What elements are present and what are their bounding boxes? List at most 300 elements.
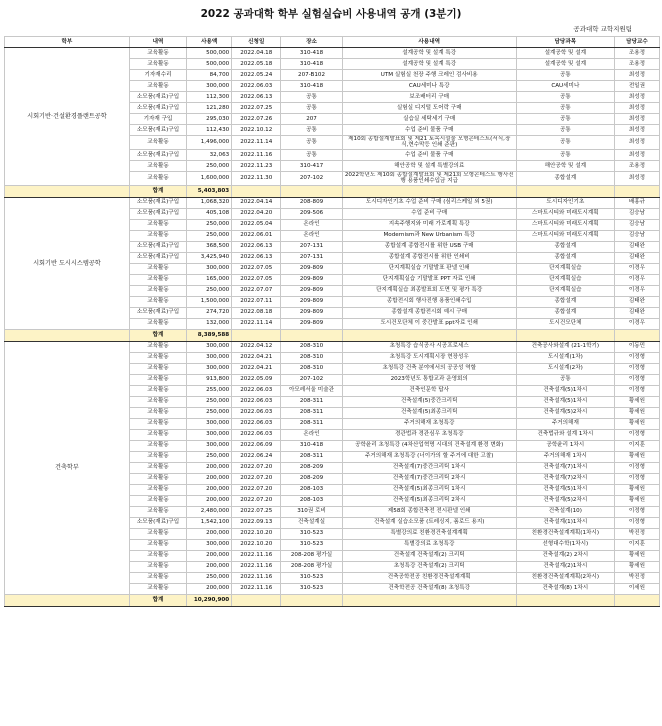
cell-detail: 경관법과 경관심우 초청특강: [342, 429, 516, 440]
cell-place: 310-418: [281, 48, 342, 59]
cell-date: 2022.04.12: [232, 341, 281, 352]
cell-amount: 250,000: [187, 160, 232, 171]
cell-amount: 500,000: [187, 59, 232, 70]
cell-date: 2022.07.20: [232, 484, 281, 495]
cell-place: 공통: [281, 103, 342, 114]
cell-category: 교육활동: [129, 528, 186, 539]
cell-category: 교육활동: [129, 407, 186, 418]
cell-course: 스마트시티와 미래도시계획: [516, 208, 614, 219]
cell-date: 2022.11.14: [232, 318, 281, 329]
cell-category: 소모품(재료)구입: [129, 252, 186, 263]
cell-amount: 250,000: [187, 572, 232, 583]
col-header-division: 학부: [5, 37, 130, 48]
cell-date: 2022.07.05: [232, 263, 281, 274]
col-header-detail: 사용내역: [342, 37, 516, 48]
cell-course: 단지계획실습: [516, 274, 614, 285]
cell-place: 208-311: [281, 396, 342, 407]
cell-place: 208-103: [281, 495, 342, 506]
cell-date: 2022.04.18: [232, 48, 281, 59]
cell-amount: 200,000: [187, 550, 232, 561]
cell-professor: 김승남: [614, 208, 659, 219]
total-empty-cell: [614, 329, 659, 341]
cell-course: 공통: [516, 70, 614, 81]
cell-course: 공통: [516, 92, 614, 103]
cell-category: 교육활동: [129, 318, 186, 329]
cell-professor: 최성정: [614, 70, 659, 81]
cell-place: 209-809: [281, 296, 342, 307]
cell-amount: 1,542,100: [187, 517, 232, 528]
cell-date: 2022.07.20: [232, 462, 281, 473]
cell-date: 2022.10.12: [232, 125, 281, 136]
cell-professor: 김태완: [614, 252, 659, 263]
cell-professor: 이경우: [614, 318, 659, 329]
cell-detail: 건축설계(7)중간크리틱 2차시: [342, 473, 516, 484]
cell-category: 기자재 구입: [129, 114, 186, 125]
cell-place: 온라인: [281, 230, 342, 241]
cell-category: 소모품(재료)구입: [129, 125, 186, 136]
cell-course: 친환경건축설계계획(2차시): [516, 572, 614, 583]
cell-category: 교육활동: [129, 285, 186, 296]
cell-course: 건축설계(2)1차시: [516, 561, 614, 572]
cell-category: 교육활동: [129, 561, 186, 572]
cell-date: 2022.07.20: [232, 473, 281, 484]
division-name: 건축학부: [5, 341, 130, 594]
cell-place: 209-809: [281, 274, 342, 285]
cell-course: 종합설계: [516, 171, 614, 185]
cell-professor: 최성정: [614, 114, 659, 125]
cell-category: 교육활동: [129, 396, 186, 407]
total-empty-cell: [614, 185, 659, 197]
cell-detail: 공학윤리 초청특강 (4차산업혁명 시대의 건축설계 환경 변화): [342, 440, 516, 451]
cell-detail: 초청특강 건축설계(2) 크리틱: [342, 561, 516, 572]
cell-amount: 200,000: [187, 473, 232, 484]
cell-place: 208-311: [281, 418, 342, 429]
total-empty-cell: [232, 594, 281, 606]
cell-place: 310-523: [281, 528, 342, 539]
cell-amount: 300,000: [187, 440, 232, 451]
total-label: 합계: [129, 329, 186, 341]
cell-date: 2022.06.03: [232, 429, 281, 440]
cell-date: 2022.06.24: [232, 451, 281, 462]
cell-date: 2022.05.24: [232, 70, 281, 81]
total-empty-cell: [5, 185, 130, 197]
total-empty-cell: [281, 329, 342, 341]
cell-course: 건축설계(5)2차시: [516, 495, 614, 506]
cell-amount: 300,000: [187, 363, 232, 374]
cell-category: 교육활동: [129, 263, 186, 274]
cell-professor: 최성정: [614, 149, 659, 160]
cell-detail: 종합설계 종합전시회 예시 구매: [342, 307, 516, 318]
total-empty-cell: [5, 594, 130, 606]
cell-amount: 200,000: [187, 495, 232, 506]
cell-course: 건축법규와 설계 1차시: [516, 429, 614, 440]
cell-course: 건축설계(8) 1차시: [516, 583, 614, 594]
cell-date: 2022.07.25: [232, 506, 281, 517]
cell-detail: 초청특강 도시계획시장 현장성우: [342, 352, 516, 363]
cell-course: 건축설계(7)1차시: [516, 462, 614, 473]
total-empty-cell: [281, 594, 342, 606]
cell-course: 건축설계(5)1차시: [516, 396, 614, 407]
cell-course: 건축설계(1)1차시: [516, 517, 614, 528]
cell-category: 교육활동: [129, 59, 186, 70]
cell-category: 교육활동: [129, 341, 186, 352]
cell-amount: 405,108: [187, 208, 232, 219]
cell-place: 208-809: [281, 197, 342, 208]
cell-date: 2022.05.04: [232, 219, 281, 230]
cell-detail: 주거의해재 초청특강 (너이가의 할 주거에 대한 고찰): [342, 451, 516, 462]
cell-detail: 단지계획실습 기말발표 판넬 인쇄: [342, 263, 516, 274]
cell-professor: 황세원: [614, 451, 659, 462]
cell-category: 소모품(재료)구입: [129, 208, 186, 219]
cell-course: CAU세미나: [516, 81, 614, 92]
total-empty-cell: [516, 329, 614, 341]
cell-detail: 건축설계 실습소모품 (트레싱지, 폼로드 용지): [342, 517, 516, 528]
cell-professor: 이지훈: [614, 440, 659, 451]
cell-amount: 250,000: [187, 230, 232, 241]
cell-place: 208-103: [281, 484, 342, 495]
cell-course: 주거의해재: [516, 418, 614, 429]
cell-course: 도시설계(1차): [516, 352, 614, 363]
cell-amount: 255,000: [187, 385, 232, 396]
cell-amount: 121,280: [187, 103, 232, 114]
cell-professor: 이경우: [614, 263, 659, 274]
cell-date: 2022.08.18: [232, 307, 281, 318]
cell-amount: 112,300: [187, 92, 232, 103]
cell-amount: 165,000: [187, 274, 232, 285]
cell-course: 스마트시티와 미래도시계획: [516, 219, 614, 230]
col-header-date: 신청일: [232, 37, 281, 48]
total-empty-cell: [5, 329, 130, 341]
cell-detail: 도시디자인기초 수업 준비 구매 (심리스케일 외 5권): [342, 197, 516, 208]
cell-detail: 수업 준비 물품 구매: [342, 125, 516, 136]
cell-professor: 김태완: [614, 296, 659, 307]
cell-detail: 설계공학 및 설계 특강: [342, 59, 516, 70]
cell-amount: 300,000: [187, 418, 232, 429]
cell-date: 2022.06.03: [232, 81, 281, 92]
col-header-amount: 사용액: [187, 37, 232, 48]
cell-detail: 제10회 종합설계발표회 및 제21 토목시설물 모형콘테스트(서식,장식,현수막등 인쇄 준판): [342, 136, 516, 150]
cell-detail: 특별강의료 친환경건축설계계획: [342, 528, 516, 539]
cell-professor: 김승남: [614, 230, 659, 241]
cell-professor: 조용정: [614, 59, 659, 70]
cell-professor: 황세원: [614, 484, 659, 495]
cell-place: 208-208 평가실: [281, 550, 342, 561]
cell-place: 공통: [281, 92, 342, 103]
cell-professor: 박진정: [614, 528, 659, 539]
cell-category: 교육활동: [129, 352, 186, 363]
total-row: [5, 594, 660, 606]
cell-professor: 이정형: [614, 429, 659, 440]
cell-amount: 250,000: [187, 407, 232, 418]
cell-amount: 250,000: [187, 396, 232, 407]
cell-category: 교육활동: [129, 418, 186, 429]
cell-date: 2022.10.20: [232, 528, 281, 539]
cell-amount: 300,000: [187, 81, 232, 92]
total-empty-cell: [232, 329, 281, 341]
cell-date: 2022.11.23: [232, 160, 281, 171]
cell-date: 2022.07.20: [232, 495, 281, 506]
cell-place: 공통: [281, 149, 342, 160]
cell-detail: 건축공학전공 친환경건축설계계획: [342, 572, 516, 583]
cell-place: 207-102: [281, 374, 342, 385]
cell-date: 2022.06.03: [232, 385, 281, 396]
cell-category: 교육활동: [129, 171, 186, 185]
cell-amount: 500,000: [187, 48, 232, 59]
cell-professor: 이정형: [614, 363, 659, 374]
cell-category: 기자재수리: [129, 70, 186, 81]
cell-amount: 2,480,000: [187, 506, 232, 517]
cell-professor: 이정형: [614, 473, 659, 484]
cell-place: 310-418: [281, 81, 342, 92]
cell-category: 교육활동: [129, 550, 186, 561]
cell-amount: 200,000: [187, 484, 232, 495]
cell-professor: 최성정: [614, 171, 659, 185]
cell-amount: 3,425,940: [187, 252, 232, 263]
cell-category: 소모품(재료)구입: [129, 307, 186, 318]
col-header-category: 내역: [129, 37, 186, 48]
cell-course: 해안공학 및 설계: [516, 160, 614, 171]
cell-course: 건축설계(5)1차시: [516, 484, 614, 495]
cell-date: 2022.06.03: [232, 396, 281, 407]
cell-amount: 300,000: [187, 341, 232, 352]
cell-category: 교육활동: [129, 160, 186, 171]
cell-place: 208-311: [281, 407, 342, 418]
cell-course: 주거의해재 1차시: [516, 451, 614, 462]
total-amount: 10,290,900: [187, 594, 232, 606]
cell-place: 208-311: [281, 451, 342, 462]
cell-place: 310-523: [281, 572, 342, 583]
cell-detail: 초청특강 습식공사 시공프로세스: [342, 341, 516, 352]
cell-category: 교육활동: [129, 296, 186, 307]
cell-place: 공통: [281, 125, 342, 136]
cell-category: 교육활동: [129, 484, 186, 495]
cell-professor: 이정형: [614, 374, 659, 385]
cell-course: 공통: [516, 114, 614, 125]
cell-detail: 건축설계(7)중간크리틱 1차시: [342, 462, 516, 473]
total-empty-cell: [342, 594, 516, 606]
cell-amount: 300,000: [187, 429, 232, 440]
cell-professor: 이동민: [614, 341, 659, 352]
cell-place: 온라인: [281, 429, 342, 440]
cell-detail: Modernism과 New Urbanism 특강: [342, 230, 516, 241]
col-header-professor: 담당교수: [614, 37, 659, 48]
cell-course: 건축설계(7)2차시: [516, 473, 614, 484]
cell-place: 208-208 평가실: [281, 561, 342, 572]
cell-course: 설계공학 및 설계: [516, 59, 614, 70]
cell-detail: 종합전시회 행사진행 용품인쇄수입: [342, 296, 516, 307]
cell-professor: 이정형: [614, 352, 659, 363]
cell-professor: 황세원: [614, 407, 659, 418]
cell-date: 2022.07.26: [232, 114, 281, 125]
cell-category: 교육활동: [129, 374, 186, 385]
cell-date: 2022.07.07: [232, 285, 281, 296]
cell-amount: 200,000: [187, 583, 232, 594]
cell-place: 209-809: [281, 263, 342, 274]
cell-date: 2022.07.11: [232, 296, 281, 307]
cell-professor: 이정형: [614, 462, 659, 473]
cell-category: 소모품(재료)구입: [129, 149, 186, 160]
cell-detail: 단지계획실습 최종발표회 도면 및 평가 특강: [342, 285, 516, 296]
cell-category: 소모품(재료)구입: [129, 103, 186, 114]
cell-detail: 단지계획실습 기말발표 PPT 자료 인쇄: [342, 274, 516, 285]
cell-place: 310-417: [281, 160, 342, 171]
cell-place: 207-131: [281, 241, 342, 252]
cell-amount: 1,600,000: [187, 171, 232, 185]
cell-date: 2022.06.13: [232, 241, 281, 252]
total-label: 합계: [129, 594, 186, 606]
cell-category: 교육활동: [129, 274, 186, 285]
cell-category: 교육활동: [129, 451, 186, 462]
cell-category: 소모품(재료)구입: [129, 241, 186, 252]
cell-category: 교육활동: [129, 539, 186, 550]
cell-date: 2022.05.09: [232, 374, 281, 385]
cell-professor: 황세원: [614, 418, 659, 429]
cell-date: 2022.04.21: [232, 352, 281, 363]
cell-amount: 200,000: [187, 462, 232, 473]
cell-date: 2022.11.16: [232, 572, 281, 583]
col-header-place: 장소: [281, 37, 342, 48]
cell-course: 도시건모단체: [516, 318, 614, 329]
cell-course: 종합설계: [516, 241, 614, 252]
table-row: [5, 197, 660, 208]
total-row: [5, 185, 660, 197]
cell-category: 소모품(재료)구입: [129, 92, 186, 103]
cell-course: 공통: [516, 103, 614, 114]
cell-course: 공통: [516, 374, 614, 385]
cell-detail: 건축설계 건축설계(2) 크리틱: [342, 550, 516, 561]
cell-date: 2022.11.16: [232, 149, 281, 160]
total-empty-cell: [516, 185, 614, 197]
cell-place: 310-418: [281, 59, 342, 70]
cell-category: 교육활동: [129, 136, 186, 150]
cell-course: 단지계획실습: [516, 285, 614, 296]
cell-date: 2022.11.16: [232, 583, 281, 594]
cell-category: 교육활동: [129, 440, 186, 451]
cell-category: 교육활동: [129, 385, 186, 396]
cell-date: 2022.04.20: [232, 208, 281, 219]
cell-professor: 최성정: [614, 136, 659, 150]
cell-course: 건축설계(2) 2차시: [516, 550, 614, 561]
cell-place: 310-418: [281, 440, 342, 451]
cell-detail: 건축설계(5)최종크리틱: [342, 407, 516, 418]
cell-amount: 84,700: [187, 70, 232, 81]
cell-place: 310-523: [281, 583, 342, 594]
col-header-course: 담당과목: [516, 37, 614, 48]
total-empty-cell: [281, 185, 342, 197]
cell-category: 교육활동: [129, 583, 186, 594]
cell-amount: 32,063: [187, 149, 232, 160]
cell-professor: 황세원: [614, 396, 659, 407]
cell-date: 2022.06.13: [232, 252, 281, 263]
cell-detail: 수업 준비 구매: [342, 208, 516, 219]
cell-date: 2022.06.01: [232, 230, 281, 241]
cell-place: 207-131: [281, 252, 342, 263]
cell-place: 209-506: [281, 208, 342, 219]
cell-professor: 배홍규: [614, 197, 659, 208]
cell-course: 공통: [516, 149, 614, 160]
cell-category: 교육활동: [129, 495, 186, 506]
cell-professor: 이경우: [614, 274, 659, 285]
cell-course: 설계공학 및 설계: [516, 48, 614, 59]
cell-course: 종합설계: [516, 296, 614, 307]
cell-place: 207: [281, 114, 342, 125]
cell-detail: 해안공학 및 설계 특별강의료: [342, 160, 516, 171]
cell-amount: 132,000: [187, 318, 232, 329]
cell-place: 아모레서울 미술관: [281, 385, 342, 396]
cell-category: 교육활동: [129, 81, 186, 92]
cell-place: 온라인: [281, 219, 342, 230]
table-row: [5, 341, 660, 352]
total-empty-cell: [232, 185, 281, 197]
cell-course: 건축공사와설계 (21-1학기): [516, 341, 614, 352]
cell-date: 2022.04.14: [232, 197, 281, 208]
cell-place: 310-523: [281, 539, 342, 550]
cell-category: 소모품(재료)구입: [129, 517, 186, 528]
cell-course: 건축설계(5)1차시: [516, 385, 614, 396]
cell-professor: 김승남: [614, 219, 659, 230]
cell-date: 2022.06.13: [232, 92, 281, 103]
cell-date: 2022.07.25: [232, 103, 281, 114]
cell-category: 교육활동: [129, 429, 186, 440]
total-empty-cell: [614, 594, 659, 606]
cell-category: 교육활동: [129, 462, 186, 473]
cell-place: 310권 로비: [281, 506, 342, 517]
cell-detail: 설계공학 및 설계 특강: [342, 48, 516, 59]
cell-amount: 200,000: [187, 528, 232, 539]
cell-date: 2022.09.13: [232, 517, 281, 528]
cell-course: 선형대수학(1차시): [516, 539, 614, 550]
cell-professor: 이정형: [614, 385, 659, 396]
cell-date: 2022.06.03: [232, 407, 281, 418]
cell-category: 교육활동: [129, 363, 186, 374]
cell-category: 교육활동: [129, 506, 186, 517]
division-name: 시회기반 도시시스템공학: [5, 197, 130, 329]
cell-amount: 1,500,000: [187, 296, 232, 307]
cell-course: 공학윤리 1차시: [516, 440, 614, 451]
cell-category: 소모품(재료)구입: [129, 197, 186, 208]
cell-amount: 250,000: [187, 285, 232, 296]
cell-place: 207-102: [281, 171, 342, 185]
total-empty-cell: [342, 329, 516, 341]
cell-detail: 초청특강 건축 분야에서의 공공성 역할: [342, 363, 516, 374]
total-empty-cell: [342, 185, 516, 197]
cell-amount: 300,000: [187, 263, 232, 274]
cell-date: 2022.11.30: [232, 171, 281, 185]
cell-date: 2022.04.21: [232, 363, 281, 374]
cell-course: 공통: [516, 136, 614, 150]
cell-amount: 274,720: [187, 307, 232, 318]
cell-course: 종합설계: [516, 307, 614, 318]
cell-detail: 건축인문학 답사: [342, 385, 516, 396]
cell-detail: 보조배터리 구매: [342, 92, 516, 103]
cell-detail: 수업 준비 물품 구매: [342, 149, 516, 160]
cell-place: 209-809: [281, 307, 342, 318]
cell-professor: 황세원: [614, 561, 659, 572]
cell-course: 도시설계(2차): [516, 363, 614, 374]
total-empty-cell: [516, 594, 614, 606]
cell-detail: 건축설계(5)최종크리틱 2차시: [342, 495, 516, 506]
cell-amount: 1,068,320: [187, 197, 232, 208]
cell-place: 208-310: [281, 363, 342, 374]
cell-professor: 조용정: [614, 160, 659, 171]
header-row: [5, 37, 660, 48]
cell-professor: 김태완: [614, 241, 659, 252]
cell-professor: 최성정: [614, 103, 659, 114]
cell-course: 도시디자인기초: [516, 197, 614, 208]
cell-category: 교육활동: [129, 572, 186, 583]
cell-amount: 913,800: [187, 374, 232, 385]
cell-place: 208-209: [281, 462, 342, 473]
